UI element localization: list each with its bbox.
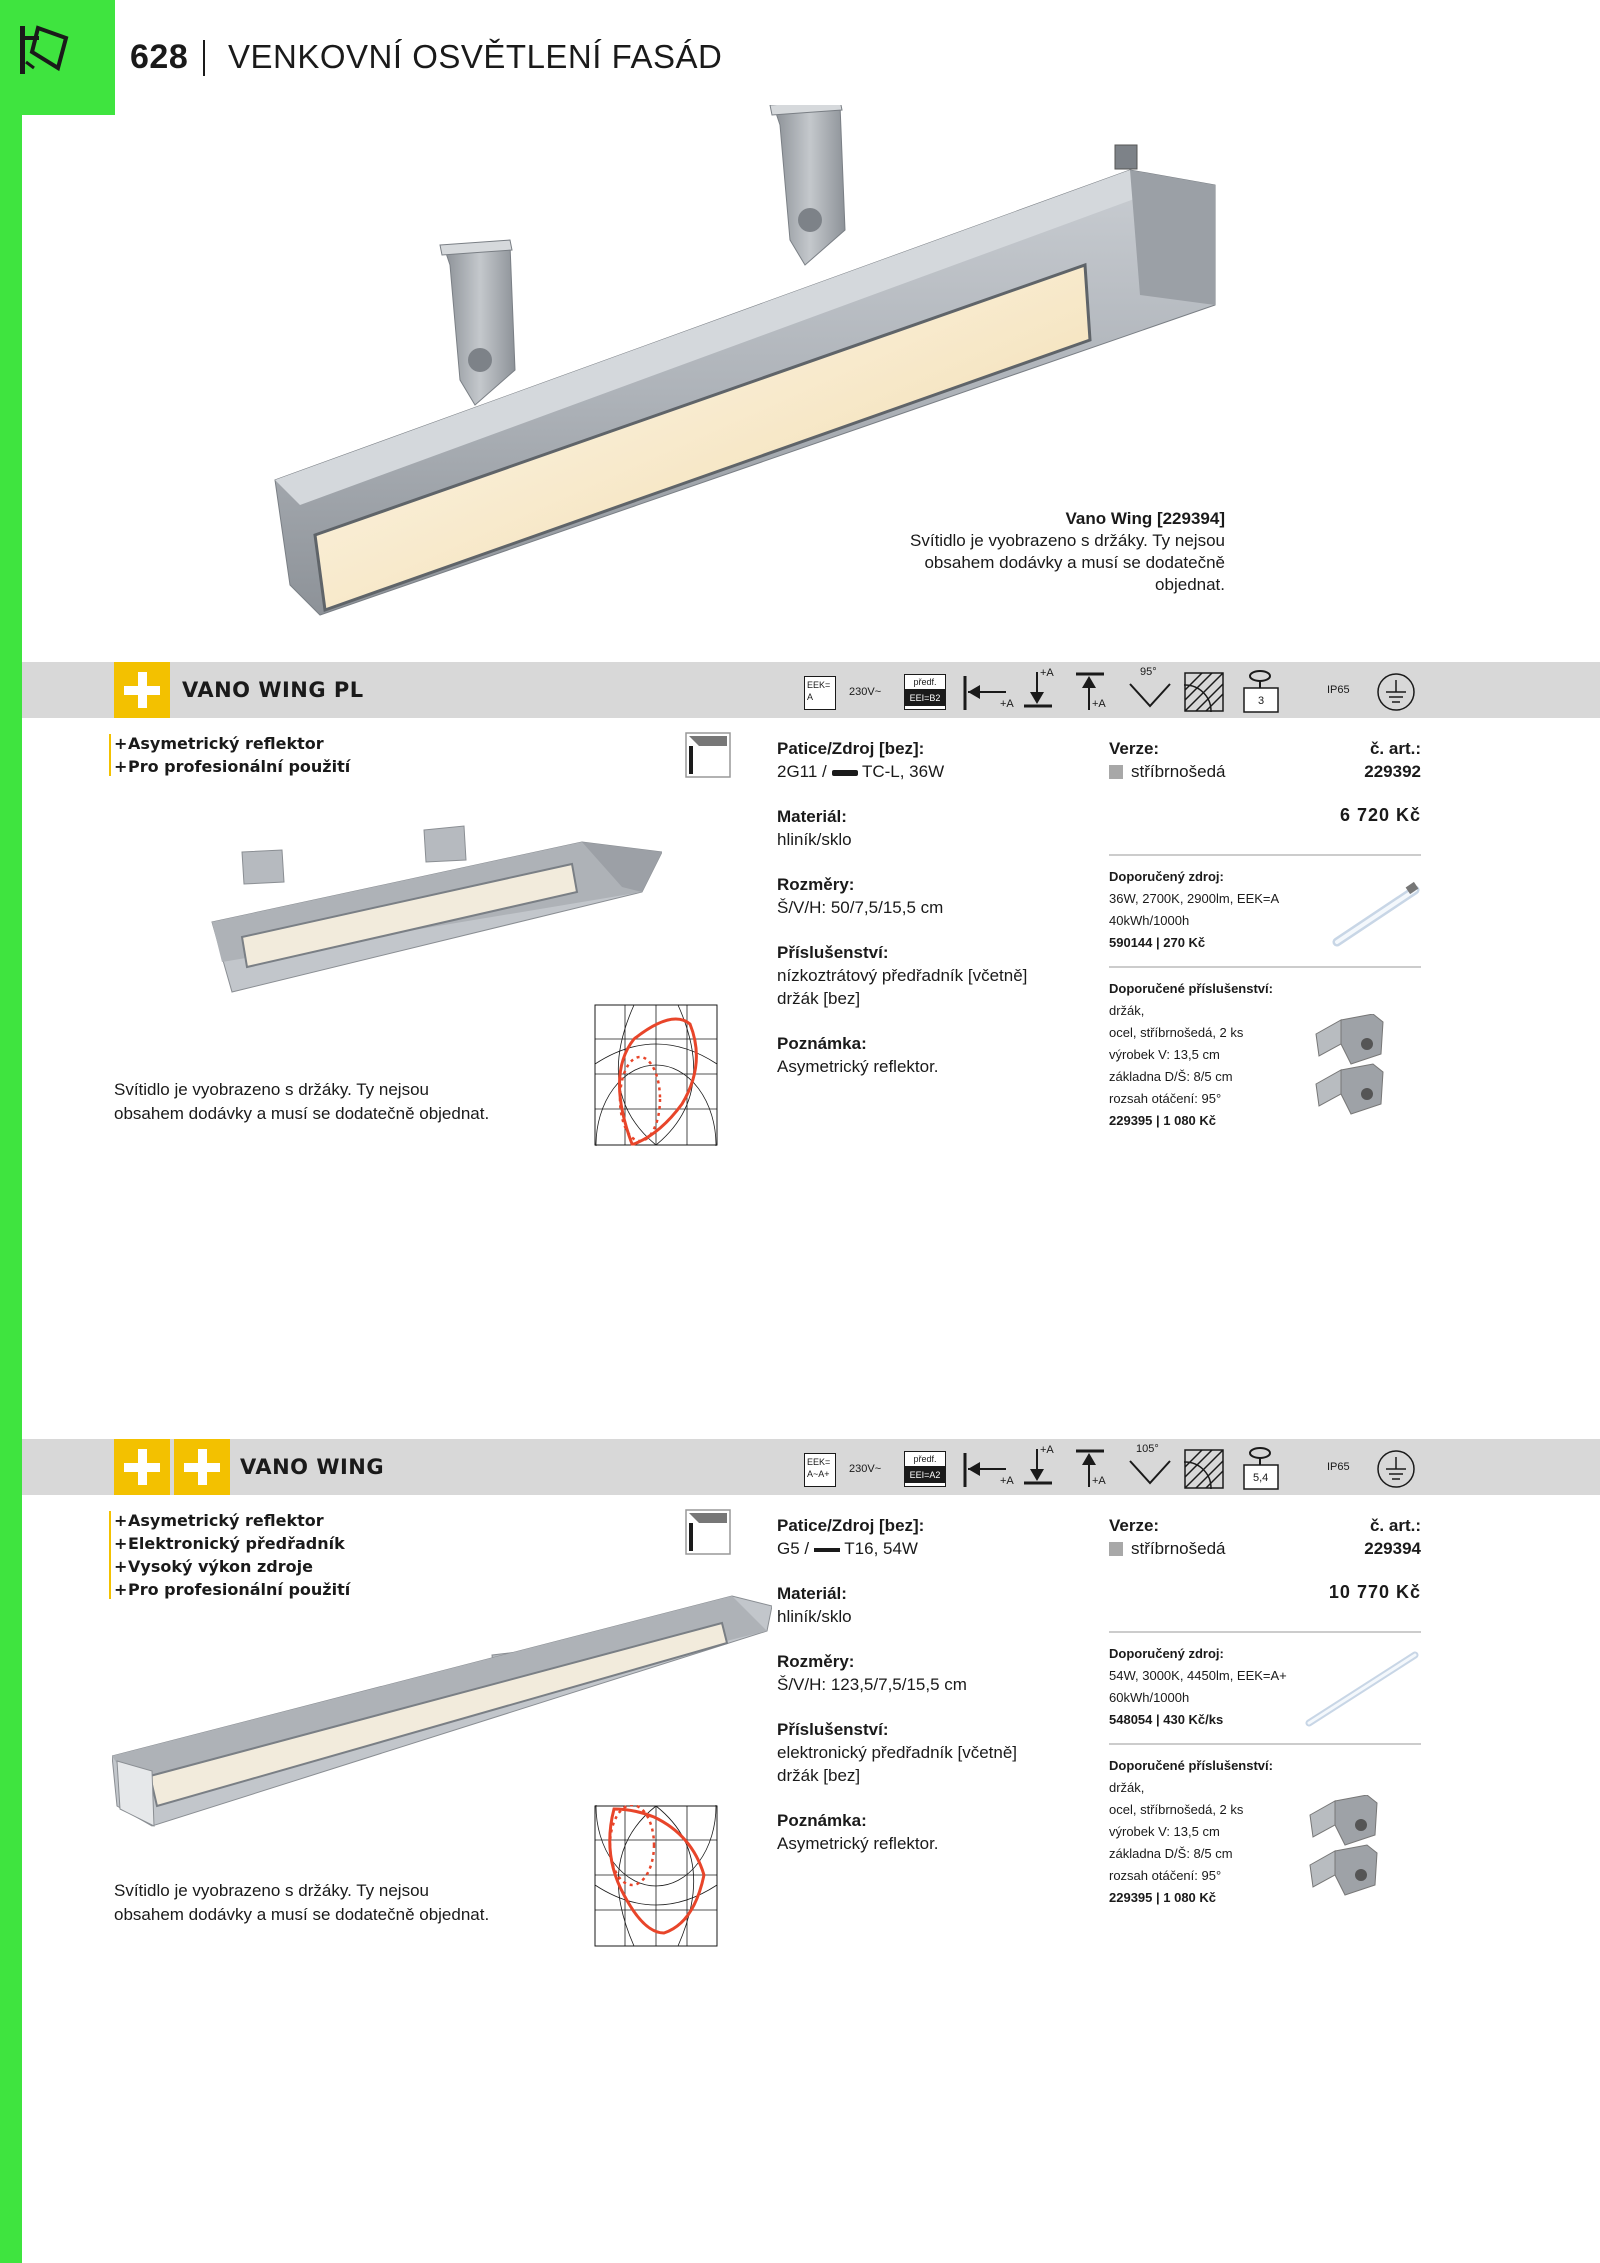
article-label: č. art.: [1369,739,1421,758]
ballast-label: předf. [905,675,945,690]
recommended-source-line: 54W, 3000K, 4450lm, EEK=A+ [1109,1668,1287,1683]
spec-note-value: Asymetrický reflektor. [777,1057,939,1076]
side-color-bar [0,0,22,2263]
recommended-accessory-line: základna D/Š: 8/5 cm [1109,1069,1233,1084]
energy-class-icon [804,1453,836,1487]
ground-connection-icon [1376,1449,1416,1489]
version-text: stříbrnošedá [1131,762,1226,781]
ballast-label: předf. [905,1452,945,1467]
ik-rating-value: 5,4 [1253,1472,1269,1484]
article-label: č. art.: [1369,1516,1421,1535]
spec-material [777,1582,1097,1628]
spec-socket-label: Patice/Zdroj [bez]: [777,739,925,758]
beam-angle-icon [1128,1457,1172,1487]
recommended-accessory-line: výrobek V: 13,5 cm [1109,1824,1220,1839]
spec-dimensions [777,873,1097,919]
spec-accessories-label: Příslušenství: [777,1720,889,1739]
product-name: VANO WING [240,1455,385,1479]
light-distribution-diagram [594,1805,718,1947]
spec-socket [777,1514,1097,1560]
divider [1109,1631,1421,1633]
product-name: VANO WING PL [182,678,364,702]
recommended-accessory-title: Doporučené příslušenství: [1109,981,1273,996]
voltage-label: 230V~ [849,1463,882,1475]
header-separator [203,40,205,76]
version-value [1109,760,1226,783]
spec-material-label: Materiál: [777,807,847,826]
ip-rating-label: IP65 [1327,684,1350,696]
recommended-source-title: Doporučený zdroj: [1109,1646,1224,1661]
impact-resistance-icon [1184,1449,1224,1489]
ground-connection-icon [1376,672,1416,712]
plus-badge-icon [114,1439,170,1495]
feature-item: + Pro profesionální použití [114,1578,350,1601]
spec-accessory-item: držák [bez] [777,1766,861,1785]
ip-rating-label: IP65 [1327,1461,1350,1473]
floor-distance-label: +A [1092,1475,1106,1487]
ballast-value: EEI=B2 [905,690,945,706]
product-caption: Svítidlo je vyobrazeno s držáky. Ty nejsou obsahem dodávky a musí se dodatečně objednat. [114,1881,490,1924]
plus-badge-icon [114,662,170,718]
wall-spotlight-icon [18,22,80,78]
spec-material [777,805,1097,851]
divider [1109,966,1421,968]
recommended-accessory-line: držák, [1109,1003,1145,1018]
spec-material-label: Materiál: [777,1584,847,1603]
spec-material-value: hliník/sklo [777,1607,852,1626]
recommended-accessory-title: Doporučené příslušenství: [1109,1758,1273,1773]
beam-angle-label: 105° [1136,1443,1159,1455]
spec-socket [777,737,1097,783]
ik-rating-icon [1242,1447,1282,1491]
recommended-accessory-order: 229395 | 1 080 Kč [1109,1113,1217,1128]
chapter-tab [0,0,115,115]
feature-item: + Asymetrický reflektor [114,1509,350,1532]
product-section-vano-wing [22,1439,1600,1999]
recommended-accessory-line: rozsah otáčení: 95° [1109,1091,1222,1106]
spec-socket-post: T16, 54W [844,1539,918,1558]
spec-block [777,737,1097,1100]
recommended-accessory-line: držák, [1109,1780,1145,1795]
spec-material-value: hliník/sklo [777,830,852,849]
recommended-accessory-line: základna D/Š: 8/5 cm [1109,1846,1233,1861]
voltage-label: 230V~ [849,686,882,698]
divider [1109,1743,1421,1745]
recommended-accessory [1109,1755,1421,1909]
recommended-accessory-line: ocel, stříbrnošedá, 2 ks [1109,1025,1244,1040]
product-caption: Svítidlo je vyobrazeno s držáky. Ty nejsou obsahem dodávky a musí se dodatečně objednat. [114,1080,490,1123]
spec-note [777,1809,1097,1855]
wall-distance-label: +A [1000,698,1014,710]
wall-distance-label: +A [1000,1475,1014,1487]
plus-badge-icon [174,1439,230,1495]
spec-dimensions-value: Š/V/H: 123,5/7,5/15,5 cm [777,1675,967,1694]
spec-dimensions [777,1650,1097,1696]
order-block [1109,737,1421,1132]
recommended-source-title: Doporučený zdroj: [1109,869,1224,884]
energy-class-icon [804,676,836,710]
page-title: VENKOVNÍ OSVĚTLENÍ FASÁD [228,38,723,75]
spec-note-value: Asymetrický reflektor. [777,1834,939,1853]
energy-class-label: EEK= A [807,680,831,702]
recommended-source-line: 40kWh/1000h [1109,913,1190,928]
spec-accessories [777,1718,1097,1787]
color-swatch [1109,1542,1123,1556]
mounting-type-icon [685,732,731,778]
light-distribution-diagram [594,1004,718,1146]
product-image [112,1591,772,1831]
ik-rating-icon [1242,670,1282,714]
spec-socket-post: TC-L, 36W [861,762,945,781]
version-label: Verze: [1109,1516,1160,1535]
spec-block [777,1514,1097,1877]
wall-distance-icon [962,674,1012,718]
recommended-source-order: 590144 | 270 Kč [1109,935,1206,950]
hero-caption-text: Svítidlo je vyobrazeno s držáky. Ty nejsou obsahem dodávky a musí se dodatečně objednat. [910,531,1225,594]
recommended-accessory-line: rozsah otáčení: 95° [1109,1868,1222,1883]
spec-accessories-label: Příslušenství: [777,943,889,962]
spec-accessory-item: držák [bez] [777,989,861,1008]
feature-item: + Asymetrický reflektor [114,732,350,755]
recommended-source-line: 60kWh/1000h [1109,1690,1190,1705]
mounting-type-icon [685,1509,731,1555]
price: 10 770 Kč [1328,1582,1421,1602]
recommended-source [1109,1643,1421,1731]
ballast-value: EEI=A2 [905,1467,945,1483]
order-block [1109,1514,1421,1909]
page-number: 628 [130,38,189,76]
spec-socket-pre: 2G11 / [777,762,827,781]
version-text: stříbrnošedá [1131,1539,1226,1558]
spec-socket-pre: G5 / [777,1539,810,1558]
ceiling-distance-label: +A [1040,667,1054,679]
color-swatch [1109,765,1123,779]
bracket-image [1305,1795,1415,1915]
lamp-tube-icon [814,1548,840,1552]
divider [1109,854,1421,856]
version-value [1109,1537,1226,1560]
price: 6 720 Kč [1339,805,1421,825]
hero-caption-title: Vano Wing [229394] [1065,509,1225,528]
product-section-vano-wing-pl [22,662,1600,1162]
recommended-source-line: 36W, 2700K, 2900lm, EEK=A [1109,891,1280,906]
bracket-image [1311,1014,1421,1134]
spec-accessory-item: nízkoztrátový předřadník [včetně] [777,966,1028,985]
product-image [202,812,662,1012]
spec-note-label: Poznámka: [777,1034,867,1053]
recommended-source-order: 548054 | 430 Kč/ks [1109,1712,1224,1727]
feature-list [114,732,350,778]
recommended-accessory-line: výrobek V: 13,5 cm [1109,1047,1220,1062]
impact-resistance-icon [1184,672,1224,712]
spec-note [777,1032,1097,1078]
hero-caption [865,508,1225,596]
spec-note-label: Poznámka: [777,1811,867,1830]
lamp-tube-image [1301,1649,1421,1729]
recommended-accessory [1109,978,1421,1132]
lamp-tube-image [1329,880,1421,950]
ceiling-distance-label: +A [1040,1444,1054,1456]
spec-accessory-item: elektronický předřadník [včetně] [777,1743,1018,1762]
spec-dimensions-label: Rozměry: [777,875,855,894]
recommended-source [1109,866,1421,954]
article-number: 229392 [1364,762,1421,781]
feature-item: + Elektronický předřadník [114,1532,350,1555]
beam-angle-label: 95° [1140,666,1157,678]
ballast-class-icon [904,1451,946,1487]
ik-rating-value: 3 [1258,695,1265,707]
recommended-accessory-line: ocel, stříbrnošedá, 2 ks [1109,1802,1244,1817]
spec-dimensions-label: Rozměry: [777,1652,855,1671]
spec-dimensions-value: Š/V/H: 50/7,5/15,5 cm [777,898,944,917]
feature-item: + Vysoký výkon zdroje [114,1555,350,1578]
spec-accessories [777,941,1097,1010]
energy-class-label: EEK= A~A+ [807,1457,831,1479]
feature-list [114,1509,350,1601]
beam-angle-icon [1128,680,1172,710]
wall-distance-icon [962,1451,1012,1495]
ballast-class-icon [904,674,946,710]
floor-distance-label: +A [1092,698,1106,710]
spec-socket-label: Patice/Zdroj [bez]: [777,1516,925,1535]
feature-item: + Pro profesionální použití [114,755,350,778]
version-label: Verze: [1109,739,1160,758]
article-number: 229394 [1364,1539,1421,1558]
lamp-tube-icon [832,770,858,776]
recommended-accessory-order: 229395 | 1 080 Kč [1109,1890,1217,1905]
